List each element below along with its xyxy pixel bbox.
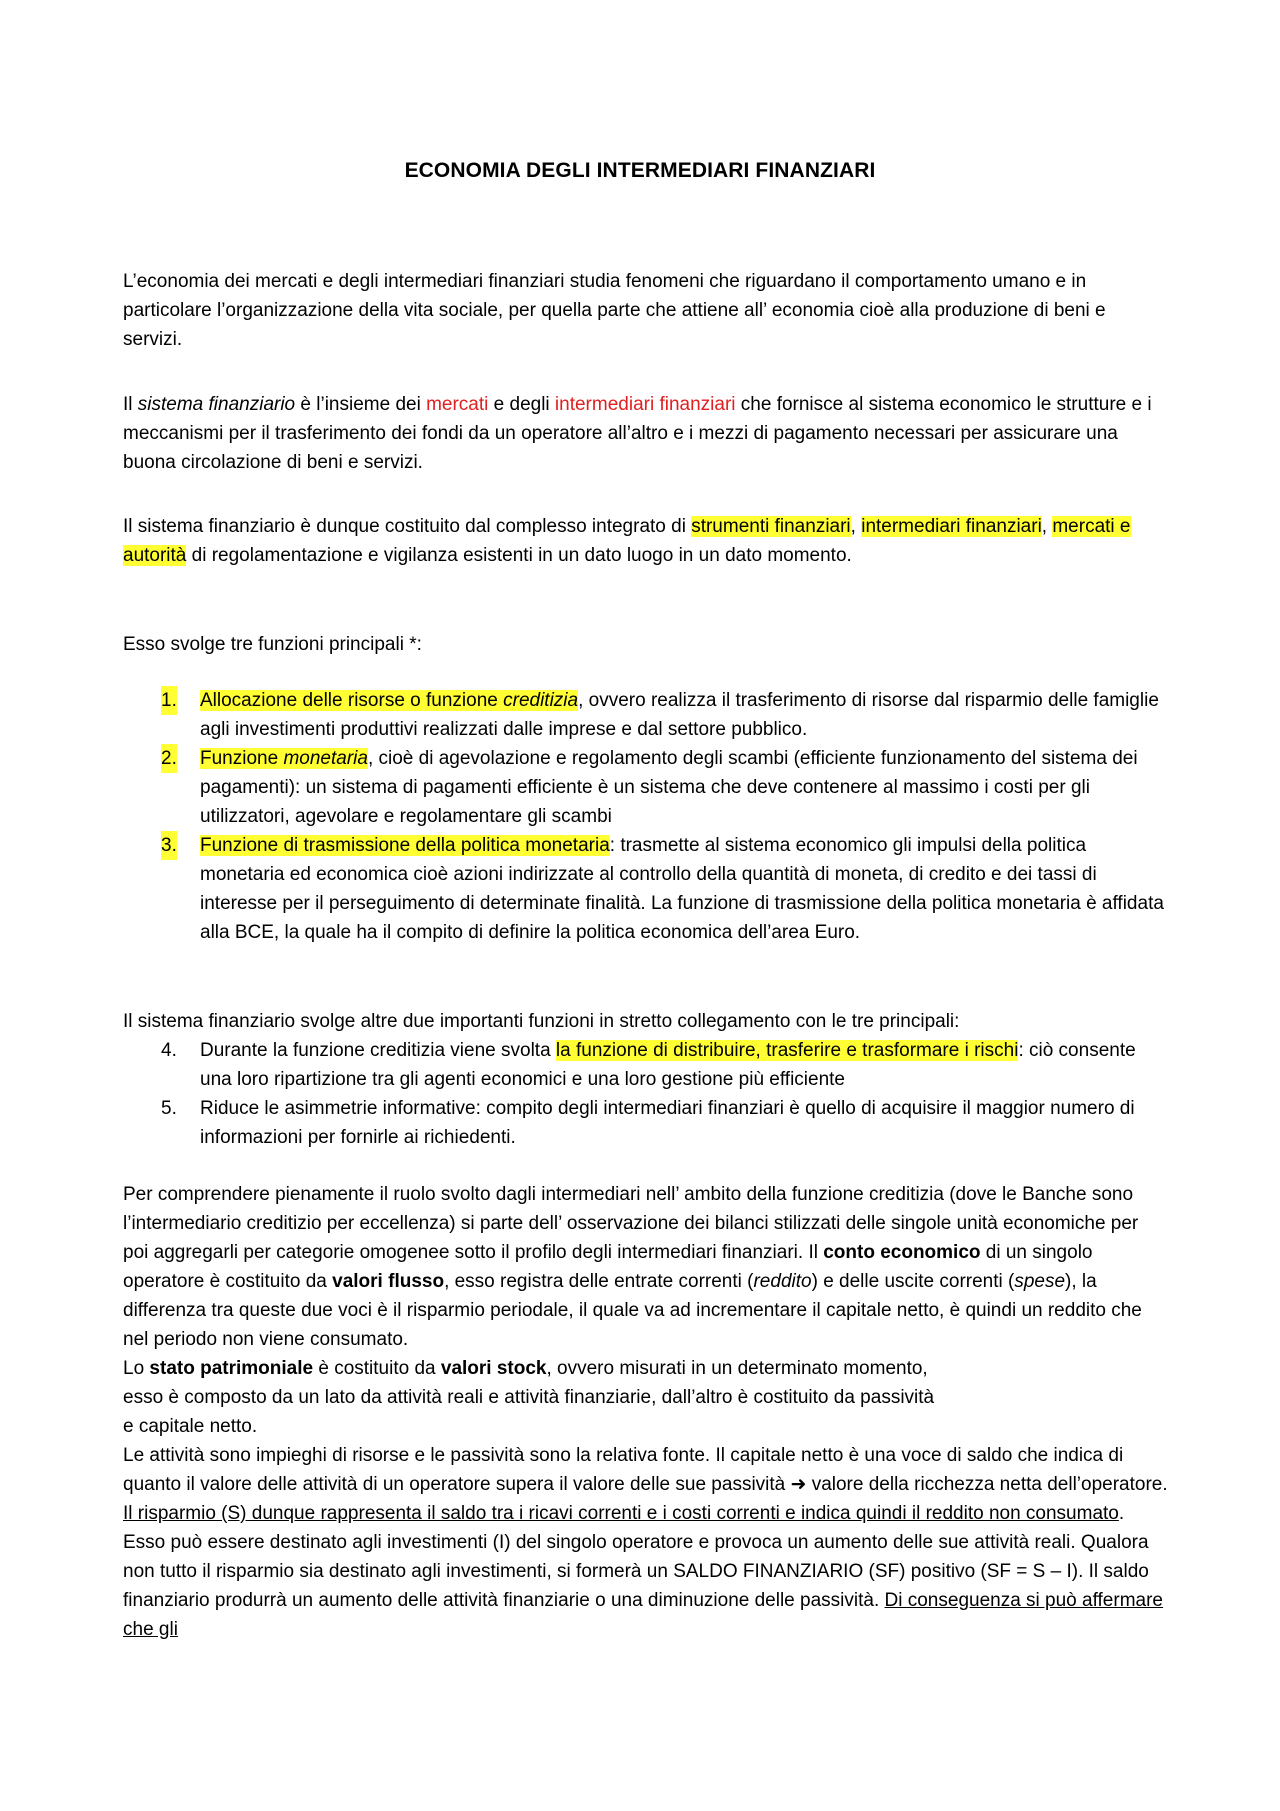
italic-term: reddito (753, 1271, 812, 1292)
text: ), la differenza tra queste due voci è il risparmio periodale, il quale va ad incrementare il capitale netto, è quindi un reddito che nel periodo non viene consumato. (123, 1271, 1142, 1350)
text: ) e delle uscite correnti ( (811, 1271, 1015, 1292)
red-term-intermediari: intermediari finanziari (554, 394, 736, 415)
paragraph-sistema-finanziario (123, 390, 1168, 477)
paragraph-bilanci (123, 1180, 1168, 1644)
paragraph-stato-patrimoniale (123, 1354, 1168, 1383)
list-number: 5. (161, 1098, 177, 1119)
text: di regolamentazione e vigilanza esistenti in un dato luogo in un dato momento. (186, 545, 852, 566)
highlight-item-title: Funzione di trasmissione della politica monetaria (200, 835, 610, 856)
list-item (123, 1036, 1168, 1094)
page-title: ECONOMIA DEGLI INTERMEDIARI FINANZIARI (404, 159, 876, 182)
bold-term: conto economico (823, 1242, 981, 1263)
list-item (123, 686, 1168, 744)
text: Il (123, 394, 138, 415)
text: Le attività sono impieghi di risorse e le passività sono la relativa fonte. Il capitale netto è una voce di saldo che indica di quanto il valore delle attività di un operatore supera il valore delle sue passività ➜ valore della ricchezza netta dell’operatore. (123, 1445, 1168, 1495)
highlight-item-title-italic: monetaria (283, 748, 368, 769)
item-text: , ovvero realizza il trasferimento di risorse dal risparmio delle famiglie agli investimenti produttivi realizzati dalle imprese e dal settore pubblico. (200, 690, 1159, 740)
highlight-intermediari: intermediari finanziari (861, 516, 1042, 537)
item-text: Durante la funzione creditizia viene svolta (200, 1040, 556, 1061)
list-number: 4. (161, 1040, 177, 1061)
text: , (850, 516, 862, 537)
paragraph-conto-economico (123, 1180, 1168, 1354)
text: è l’insieme dei (295, 394, 427, 415)
item-text: : ciò consente una loro ripartizione tra gli agenti economici e una loro gestione più efficiente (200, 1040, 1136, 1090)
text: , ovvero misurati in un determinato momento, (546, 1358, 928, 1379)
highlight-item-title-italic: creditizia (503, 690, 579, 711)
list-item (123, 1094, 1168, 1152)
bold-term: valori flusso (332, 1271, 445, 1292)
text: , (1041, 516, 1053, 537)
highlight-item-title: Allocazione delle risorse o funzione (200, 690, 504, 711)
item-text: , cioè di agevolazione e regolamento degli scambi (efficiente funzionamento del sistema dei pagamenti): un sistema di pagamenti efficiente è un sistema che deve contenere al massimo i costi per gli utilizzatori, agevolare e regolamentare gli scambi (200, 748, 1138, 827)
text: Per comprendere pienamente il ruolo svolto dagli intermediari nell’ ambito della funzione creditizia (dove le Banche sono l’intermediario creditizio per eccellenza) si parte dell’ osservazione dei bilanci stilizzati delle singole unità economiche per poi aggregarli per categorie omogenee sotto il profilo degli intermediari finanziari. Il (123, 1184, 1139, 1263)
underlined-text: Il risparmio (S) dunque rappresenta il saldo tra i ricavi correnti e i costi correnti e indica quindi il reddito non consumato (123, 1503, 1119, 1524)
underlined-text: Di conseguenza si può affermare che gli (123, 1590, 1163, 1640)
red-term-mercati: mercati (426, 394, 489, 415)
text: che fornisce al sistema economico le strutture e i meccanismi per il trasferimento dei fondi da un operatore all’altro e i mezzi di pagamento necessari per assicurare una buona circolazione di beni e servizi. (123, 394, 1152, 473)
item-text: : trasmette al sistema economico gli impulsi della politica monetaria ed economica cioè azioni indirizzate al controllo della quantità di moneta, di credito e dei tassi di interesse per il perseguimento di determinate finalità. La funzione di trasmissione della politica monetaria è affidata alla BCE, la quale ha il compito di definire la politica economica dell’area Euro. (200, 835, 1164, 943)
text: , esso registra delle entrate correnti ( (444, 1271, 754, 1292)
item-text: Riduce le asimmetrie informative: compito degli intermediari finanziari è quello di acquisire il maggior numero di informazioni per fornirle ai richiedenti. (200, 1098, 1135, 1148)
list-number: 2. (161, 744, 177, 773)
text: Lo (123, 1358, 150, 1379)
highlight-rischi: la funzione di distribuire, trasferire e trasformare i rischi (555, 1040, 1019, 1061)
highlight-mercati: mercati e autorità (123, 516, 1131, 566)
text-line: esso è composto da un lato da attività reali e attività finanziarie, dall’altro è costituito da passività (123, 1387, 935, 1408)
list-number: 1. (161, 686, 177, 715)
highlight-item-title: Funzione (200, 748, 284, 769)
italic-term: spese (1014, 1271, 1066, 1292)
list-number: 3. (161, 831, 177, 860)
paragraph-composizione (123, 512, 1168, 570)
paragraph-altre-funzioni: Il sistema finanziario svolge altre due importanti funzioni in stretto collegamento con le tre principali: (123, 1011, 960, 1032)
italic-term: sistema finanziario (137, 394, 296, 415)
list-item (123, 744, 1168, 831)
list-item (123, 831, 1168, 947)
text: e degli (488, 394, 555, 415)
text: Il sistema finanziario è dunque costituito dal complesso integrato di (123, 516, 692, 537)
paragraph-intro: L’economia dei mercati e degli intermediari finanziari studia fenomeni che riguardano il comportamento umano e in particolare l’organizzazione della vita sociale, per quella parte che attiene all’ economia cioè alla produzione di beni e servizi. (123, 271, 1106, 350)
list-main-functions (123, 686, 1168, 947)
text-line: e capitale netto. (123, 1416, 258, 1437)
text: è costituito da (313, 1358, 441, 1379)
paragraph-funzioni-intro: Esso svolge tre funzioni principali *: (123, 634, 422, 655)
highlight-strumenti: strumenti finanziari (691, 516, 851, 537)
bold-term: valori stock (440, 1358, 547, 1379)
list-other-functions (123, 1036, 1168, 1152)
text: . Esso può essere destinato agli investimenti (I) del singolo operatore e provoca un aumento delle sue attività reali. Qualora non tutto il risparmio sia destinato agli investimenti, si formerà un SALDO FINANZIARIO (SF) positivo (SF = S – I). Il saldo finanziario produrrà un aumento delle attività finanziarie o una diminuzione delle passività. (123, 1503, 1149, 1611)
text: di un singolo operatore è costituito da (123, 1242, 1093, 1292)
bold-term: stato patrimoniale (149, 1358, 314, 1379)
paragraph-risparmio (123, 1441, 1168, 1644)
